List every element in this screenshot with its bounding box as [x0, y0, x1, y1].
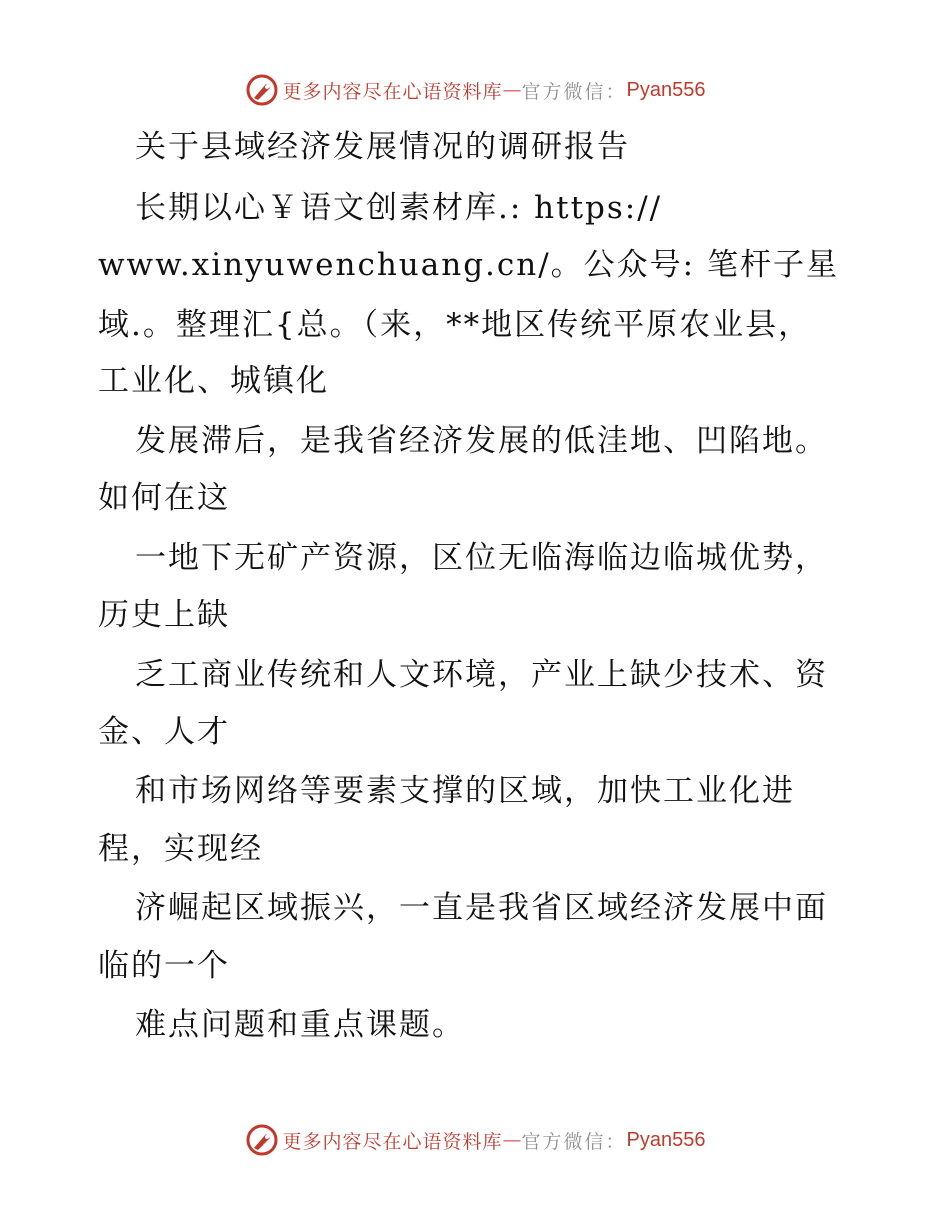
paragraph-line: 长期以心￥语文创素材库.: https:// [135, 190, 663, 226]
watermark-dash: — [502, 1129, 522, 1151]
paragraph-line: 域.。整理汇{总。（来，**地区传统平原农业县， [98, 307, 812, 343]
watermark-text: 更多内容尽在心语资料库 [282, 1130, 503, 1153]
watermark-dash: — [502, 79, 522, 101]
paragraph-line: 工业化、城镇化 [98, 363, 329, 399]
watermark-text: 更多内容尽在心语资料库 [282, 80, 503, 103]
paragraph-line: 金、人才 [98, 714, 230, 750]
watermark-wechat-label: 官方微信： [521, 1130, 627, 1153]
watermark-wechat-id: Pyan556 [626, 1128, 706, 1151]
pen-nib-icon [245, 1123, 279, 1157]
paragraph-line: 乏工商业传统和人文环境，产业上缺少技术、资 [135, 657, 828, 693]
paragraph-line: 程，实现经 [98, 831, 263, 867]
paragraph-line: 难点问题和重点课题。 [135, 1007, 465, 1043]
pen-nib-icon [245, 73, 279, 107]
paragraph-line: 如何在这 [98, 480, 230, 516]
paragraph-line: www.xinyuwenchuang.cn/。公众号: 笔杆子星 [98, 247, 839, 283]
paragraph-line: 历史上缺 [98, 597, 230, 633]
footer-watermark [0, 1120, 950, 1160]
paragraph-line: 发展滞后，是我省经济发展的低洼地、凹陷地。 [135, 423, 828, 459]
paragraph-line: 和市场网络等要素支撑的区域，加快工业化进 [135, 773, 795, 809]
paragraph-line: 一地下无矿产资源，区位无临海临边临城优势， [135, 540, 828, 576]
document-title: 关于县域经济发展情况的调研报告 [135, 129, 630, 165]
paragraph-line: 济崛起区域振兴，一直是我省区域经济发展中面 [135, 890, 828, 926]
watermark-wechat-label: 官方微信： [521, 80, 627, 103]
watermark-wechat-id: Pyan556 [626, 78, 706, 101]
header-watermark [0, 70, 950, 110]
paragraph-line: 临的一个 [98, 948, 230, 984]
